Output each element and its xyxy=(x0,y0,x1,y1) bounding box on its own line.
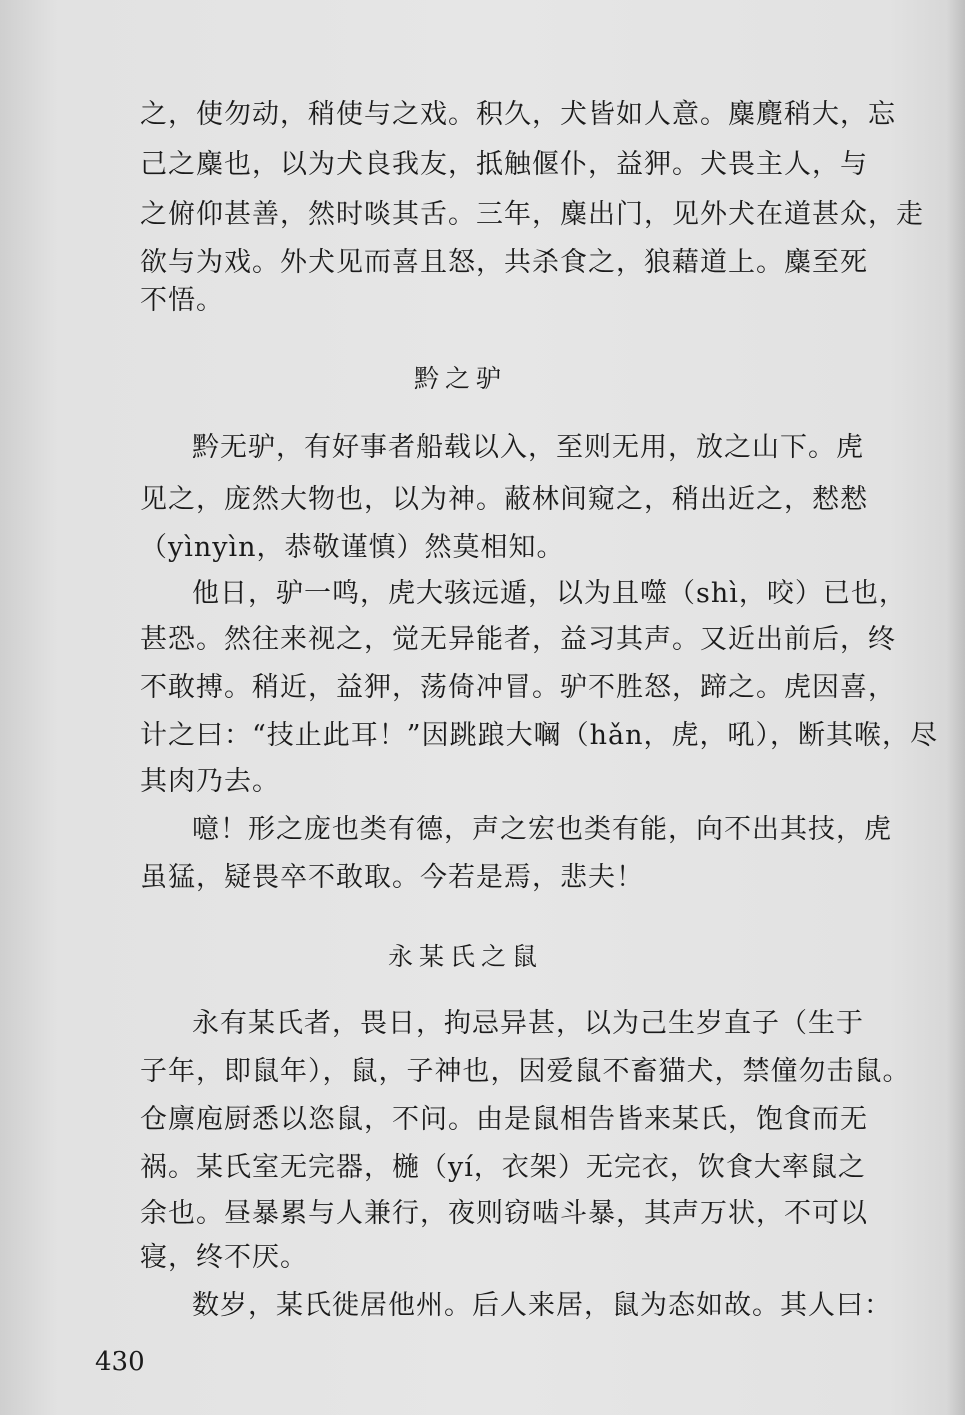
text-line: 己之麋也，以为犬良我友，抵触偃仆，益狎。犬畏主人，与 xyxy=(140,149,868,180)
text-line: 不悟。 xyxy=(140,285,224,316)
text-line: 之，使勿动，稍使与之戏。积久，犬皆如人意。麋麑稍大，忘 xyxy=(140,99,896,130)
text-line: 永有某氏者，畏日，拘忌异甚，以为己生岁直子（生于 xyxy=(192,1008,864,1039)
text-line: （yìnyìn，恭敬谨慎）然莫相知。 xyxy=(140,532,565,563)
section-title-qian-zhi-lv: 黔之驴 xyxy=(414,364,508,393)
text-line: 他日，驴一鸣，虎大骇远遁，以为且噬（shì，咬）已也， xyxy=(192,578,907,609)
text-line: 祸。某氏室无完器，椸（yí，衣架）无完衣，饮食大率鼠之 xyxy=(140,1152,866,1183)
text-line: 噫！形之庞也类有德，声之宏也类有能，向不出其技，虎 xyxy=(192,814,892,845)
text-line: 子年，即鼠年），鼠，子神也，因爱鼠不畜猫犬，禁僮勿击鼠。 xyxy=(140,1056,911,1087)
text-line: 虽猛，疑畏卒不敢取。今若是焉，悲夫！ xyxy=(140,862,644,893)
text-line: 寝，终不厌。 xyxy=(140,1242,308,1273)
text-line: 数岁，某氏徙居他州。后人来居，鼠为态如故。其人曰： xyxy=(192,1290,892,1321)
text-line: 黔无驴，有好事者船载以入，至则无用，放之山下。虎 xyxy=(192,432,864,463)
text-line: 见之，庞然大物也，以为神。蔽林间窥之，稍出近之，慭慭 xyxy=(140,484,868,515)
text-line: 甚恐。然往来视之，觉无异能者，益习其声。又近出前后，终 xyxy=(140,624,896,655)
page-gutter-shadow xyxy=(947,0,965,1415)
text-line: 计之曰：“技止此耳！”因跳踉大㘎（hǎn，虎，吼），断其喉，尽 xyxy=(140,720,938,751)
text-line: 仓廪庖厨悉以恣鼠，不问。由是鼠相告皆来某氏，饱食而无 xyxy=(140,1104,868,1135)
text-line: 欲与为戏。外犬见而喜且怒，共杀食之，狼藉道上。麋至死 xyxy=(140,247,868,278)
text-line: 之俯仰甚善，然时啖其舌。三年，麋出门，见外犬在道甚众，走 xyxy=(140,199,924,230)
section-title-yong-mou-shi-zhi-shu: 永某氏之鼠 xyxy=(388,942,544,971)
page-number: 430 xyxy=(95,1347,145,1377)
text-line: 不敢搏。稍近，益狎，荡倚冲冒。驴不胜怒，蹄之。虎因喜， xyxy=(140,672,896,703)
text-line: 其肉乃去。 xyxy=(140,766,280,797)
text-line: 余也。昼暴累与人兼行，夜则窃啮斗暴，其声万状，不可以 xyxy=(140,1198,868,1229)
